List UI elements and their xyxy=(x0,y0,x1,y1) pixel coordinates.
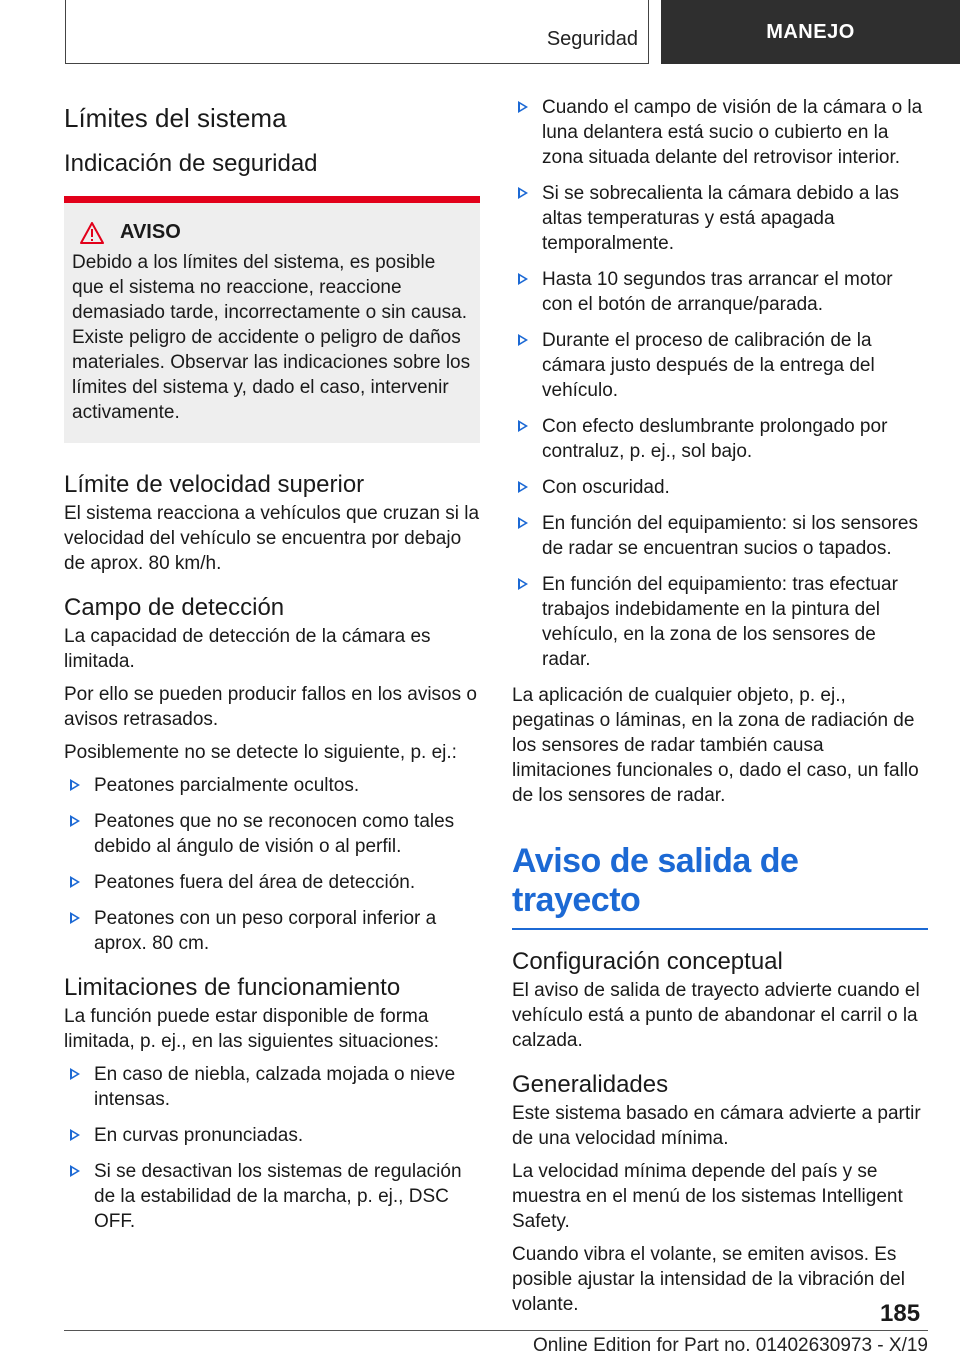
bullet-triangle-icon xyxy=(70,779,80,791)
page-number: 185 xyxy=(880,1300,921,1327)
list-item: Peatones con un peso corporal inferior a aprox. 80 cm. xyxy=(64,906,480,956)
list-item: Con oscuridad. xyxy=(512,475,928,500)
bullet-triangle-icon xyxy=(70,815,80,827)
generalidades-paragraph-2: La velocidad mínima depende del país y se muestra en el menú de los sistemas Intelligent Safety. xyxy=(512,1161,903,1232)
section-title-limites: Límites del sistema xyxy=(64,103,287,133)
list-item: Peatones fuera del área de detección. xyxy=(64,870,480,895)
bullet-triangle-icon xyxy=(70,1165,80,1177)
left-column xyxy=(64,95,480,1245)
chapter-title-aviso-salida: Aviso de salida de trayecto xyxy=(512,842,928,930)
generalidades-paragraph-1: Este sistema basado en cámara advierte a partir de una velocidad mínima. xyxy=(512,1103,921,1149)
limitaciones-list xyxy=(64,1062,480,1234)
bullet-triangle-icon xyxy=(518,578,528,590)
warning-header xyxy=(80,221,472,244)
warning-title: AVISO xyxy=(120,221,181,243)
list-item: Peatones parcialmente ocultos. xyxy=(64,773,480,798)
list-item: Hasta 10 segundos tras arrancar el motor con el botón de arranque/parada. xyxy=(512,267,928,317)
list-item: En caso de niebla, calzada mojada o nieve intensas. xyxy=(64,1062,480,1112)
warning-box xyxy=(64,196,480,443)
list-item: En curvas pronunciadas. xyxy=(64,1123,480,1148)
subsection-title-generalidades: Generalidades xyxy=(512,1071,669,1098)
velocidad-paragraph: El sistema reacciona a vehículos que cruzan si la velocidad del vehículo se encuentra por debajo de aprox. 80 km/h. xyxy=(64,503,480,574)
list-item: Cuando el campo de visión de la cámara o la luna delantera está sucio o cubierto en la zona situada delante del retrovisor interior. xyxy=(512,95,928,170)
header-section-label: Seguridad xyxy=(546,28,638,50)
subsection-title-velocidad: Límite de velocidad superior xyxy=(64,471,365,498)
list-item: Con efecto deslumbrante prolongado por contraluz, p. ej., sol bajo. xyxy=(512,414,928,464)
bullet-triangle-icon xyxy=(518,273,528,285)
campo-paragraph-2: Por ello se pueden producir fallos en los avisos o avisos retrasados. xyxy=(64,684,477,730)
chapter-tab: MANEJO xyxy=(661,0,960,64)
bullet-triangle-icon xyxy=(70,912,80,924)
bullet-triangle-icon xyxy=(518,420,528,432)
list-item: Peatones que no se reconocen como tales debido al ángulo de visión o al perfil. xyxy=(64,809,480,859)
list-item: Durante el proceso de calibración de la cámara justo después de la entrega del vehículo. xyxy=(512,328,928,403)
subsection-title-configuracion: Configuración conceptual xyxy=(512,948,783,975)
limitaciones-list-continued xyxy=(512,95,928,672)
footer-edition: Online Edition for Part no. 01402630973 - X/19 xyxy=(532,1335,928,1356)
list-item: En función del equipamiento: tras efectuar trabajos indebidamente en la pintura del vehículo, en la zona de los sensores de radar. xyxy=(512,572,928,672)
bullet-triangle-icon xyxy=(518,334,528,346)
bullet-triangle-icon xyxy=(518,481,528,493)
campo-paragraph-3: Posiblemente no se detecte lo siguiente, p. ej.: xyxy=(64,742,457,763)
list-item: Si se sobrecalienta la cámara debido a las altas temperaturas y está apagada temporalmente. xyxy=(512,181,928,256)
subsection-title-campo: Campo de detección xyxy=(64,594,285,621)
footer-divider xyxy=(64,1330,928,1331)
campo-list xyxy=(64,773,480,956)
warning-text: Debido a los límites del sistema, es posible que el sistema no reaccione, reaccione demasiado tarde, incorrectamente o sin causa. Existe peligro de accidente o peligro de daños materiales. Observar las indicaciones sobre los límites del sistema y, dado el caso, intervenir activamente. xyxy=(72,252,471,423)
subsection-title-indicacion: Indicación de seguridad xyxy=(64,150,318,177)
campo-paragraph-1: La capacidad de detección de la cámara es limitada. xyxy=(64,626,431,672)
bullet-triangle-icon xyxy=(518,101,528,113)
bullet-triangle-icon xyxy=(70,876,80,888)
aplicacion-paragraph: La aplicación de cualquier objeto, p. ej., pegatinas o láminas, en la zona de radiación de los sensores de radar también causa limitaciones funcionales o, dado el caso, un fallo de los sensores de radar. xyxy=(512,685,919,806)
list-item: En función del equipamiento: si los sensores de radar se encuentran sucios o tapados. xyxy=(512,511,928,561)
list-item: Si se desactivan los sistemas de regulación de la estabilidad de la marcha, p. ej., DSC OFF. xyxy=(64,1159,480,1234)
bullet-triangle-icon xyxy=(518,187,528,199)
warning-triangle-icon xyxy=(80,222,104,244)
bullet-triangle-icon xyxy=(518,517,528,529)
limitaciones-paragraph: La función puede estar disponible de forma limitada, p. ej., en las siguientes situaciones: xyxy=(64,1006,439,1052)
generalidades-paragraph-3: Cuando vibra el volante, se emiten avisos. Es posible ajustar la intensidad de la vibración del volante. xyxy=(512,1244,905,1315)
subsection-title-limitaciones: Limitaciones de funcionamiento xyxy=(64,974,401,1001)
right-column xyxy=(512,95,928,1325)
bullet-triangle-icon xyxy=(70,1068,80,1080)
configuracion-paragraph: El aviso de salida de trayecto advierte cuando el vehículo está a punto de abandonar el carril o la calzada. xyxy=(512,980,920,1051)
bullet-triangle-icon xyxy=(70,1129,80,1141)
